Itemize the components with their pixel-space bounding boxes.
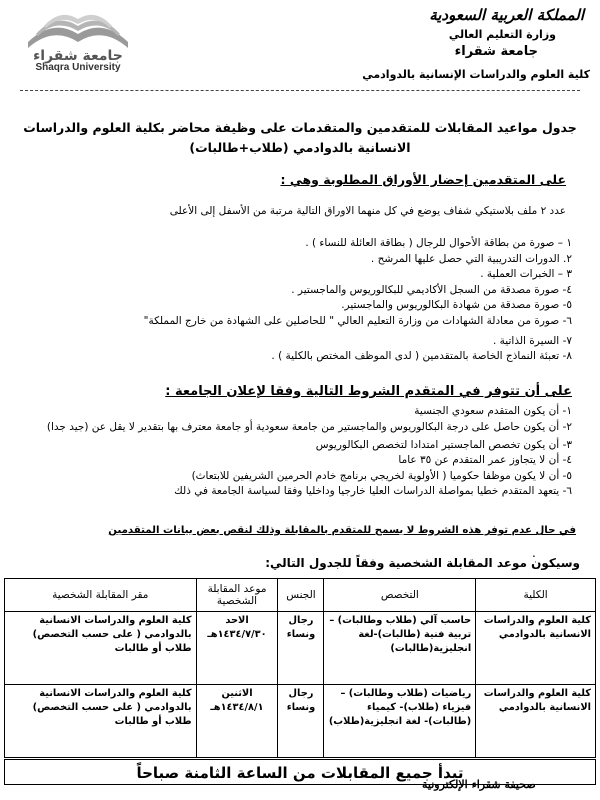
cell-gender: رجال ونساء: [278, 685, 324, 758]
list-item: ٥- صورة مصدقة من شهادة البكالوريوس والماجستير.: [341, 299, 572, 311]
list-item: ٥- أن لا يكون موظفا حكوميا ( الأولوية لخريجي برنامج خادم الحرمين الشريفين للابتعاث): [191, 469, 572, 482]
list-item: ٤- صورة مصدقة من السجل الأكاديمي للبكالوريوس والماجستير .: [291, 283, 572, 296]
conditions-heading: على أن تتوفر في المتقدم الشروط التالية وفقا لإعلان الجامعة :: [165, 384, 572, 399]
list-item: ١- أن يكون المتقدم سعودي الجنسية: [414, 405, 572, 417]
conditions-note: في حال عدم توفر هذه الشروط لا يسمح للمتقدم بالمقابلة وذلك لنقص بعض بيانات المتقدمين: [108, 525, 576, 536]
cell-date: الاحد ١٤٣٤/٧/٣٠هـ: [196, 612, 278, 685]
college-name: كلية العلوم والدراسات الإنسانية بالدوادمي: [362, 68, 590, 81]
table-row: [5, 685, 596, 758]
cell-specialty: رياضيات (طلاب وطالبات) – فيزياء (طلاب)- كيمياء (طالبات)- لغة انجليزية(طلاب): [324, 685, 476, 758]
documents-heading: على المتقدمين إحضار الأوراق المطلوبة وهي :: [280, 172, 566, 187]
list-item: ٤- أن لا يتجاوز عمر المتقدم عن ٣٥ عاما: [398, 454, 572, 466]
ministry-name: وزارة التعليم العالي: [448, 28, 556, 41]
cell-location: كلية العلوم والدراسات الانسانية بالدوادمي ( على حسب التخصص) طلاب أو طالبات: [5, 612, 197, 685]
list-item: ٢- أن يكون حاصل على درجة البكالوريوس والماجستير من جامعة سعودية أو جامعة معترف بها بتقدير لا يقل عن (جيد جدا): [46, 420, 572, 433]
university-name: جامعة شقراء: [454, 44, 538, 59]
list-item: ٣ – الخبرات العملية .: [480, 268, 572, 280]
conditions-list: [20, 404, 572, 500]
table-row: [5, 612, 596, 685]
logo-arabic-text: جامعة شقراء: [33, 48, 123, 64]
letterhead: [0, 0, 600, 92]
list-item: ٧- السيرة الذاتية .: [493, 334, 572, 347]
header-divider: [20, 90, 580, 91]
header-specialty: التخصص: [324, 579, 476, 612]
header-college: الكلية: [476, 579, 596, 612]
logo-english-text: Shaqra University: [35, 62, 121, 73]
list-item: ١ – صورة من بطاقة الأحوال للرجال ( بطاقة العائلة للنساء ) .: [305, 237, 572, 249]
cell-college: كلية العلوم والدراسات الانسانية بالدوادمي: [476, 685, 596, 758]
footer-watermark: صحيفة شقراء الإلكترونية: [422, 778, 536, 791]
book-logo-icon: [18, 4, 138, 64]
list-item: ٦- صورة من معادلة الشهادات من وزارة التعليم العالي " للحاصلين على الشهادة من خارج المملكة": [143, 314, 572, 327]
table-header-row: [5, 579, 596, 612]
documents-intro: عدد ٢ ملف بلاستيكي شفاف يوضع في كل منهما الاوراق التالية مرتبة من الأسفل إلى الأعلى: [169, 205, 566, 217]
cell-location: كلية العلوم والدراسات الانسانية بالدوادمي ( على حسب التخصص) طلاب أو طالبات: [5, 685, 197, 758]
list-item: ٣- أن يكون تخصص الماجستير امتدادا لتخصص البكالوريوس: [315, 438, 572, 451]
cell-college: كلية العلوم والدراسات الانسانية بالدوادمي: [476, 612, 596, 685]
header-location: مقر المقابلة الشخصية: [5, 579, 197, 612]
cell-date: الاثنين ١٤٣٤/٨/١هـ: [196, 685, 278, 758]
list-item: ٢. الدورات التدريبية التي حصل عليها المرشح .: [370, 252, 572, 265]
header-gender: الجنس: [278, 579, 324, 612]
interview-time-banner: تبدأ جميع المقابلات من الساعة الثامنة صباحاً: [4, 759, 596, 785]
kingdom-name: المملكة العربية السعودية: [429, 6, 584, 24]
schedule-intro: وسيكون موعد المقابلة الشخصية وفقاً للجدول التالي:: [265, 556, 580, 570]
documents-list: [110, 236, 572, 365]
interview-schedule-table: [4, 578, 596, 758]
header-date: موعد المقابلة الشخصية: [196, 579, 278, 612]
stray-mark: .: [532, 546, 536, 560]
document-title: جدول مواعيد المقابلات للمتقدمين والمتقدمات على وظيفة محاضر بكلية العلوم والدراسات الانسانية بالدوادمي (طلاب+طالبات): [23, 120, 577, 155]
cell-gender: رجال ونساء: [278, 612, 324, 685]
list-item: ٦- يتعهد المتقدم خطيا بمواصلة الدراسات العليا خارجيا وداخليا وفقا لسياسة الجامعة في ذلك: [174, 485, 572, 497]
list-item: ٨- تعبئة النماذج الخاصة بالمتقدمين ( لدى الموظف المختص بالكلية ) .: [271, 350, 572, 362]
cell-specialty: حاسب آلي (طلاب وطالبات) – تربية فنية (طالبات)-لغة انجليزية(طالبات): [324, 612, 476, 685]
